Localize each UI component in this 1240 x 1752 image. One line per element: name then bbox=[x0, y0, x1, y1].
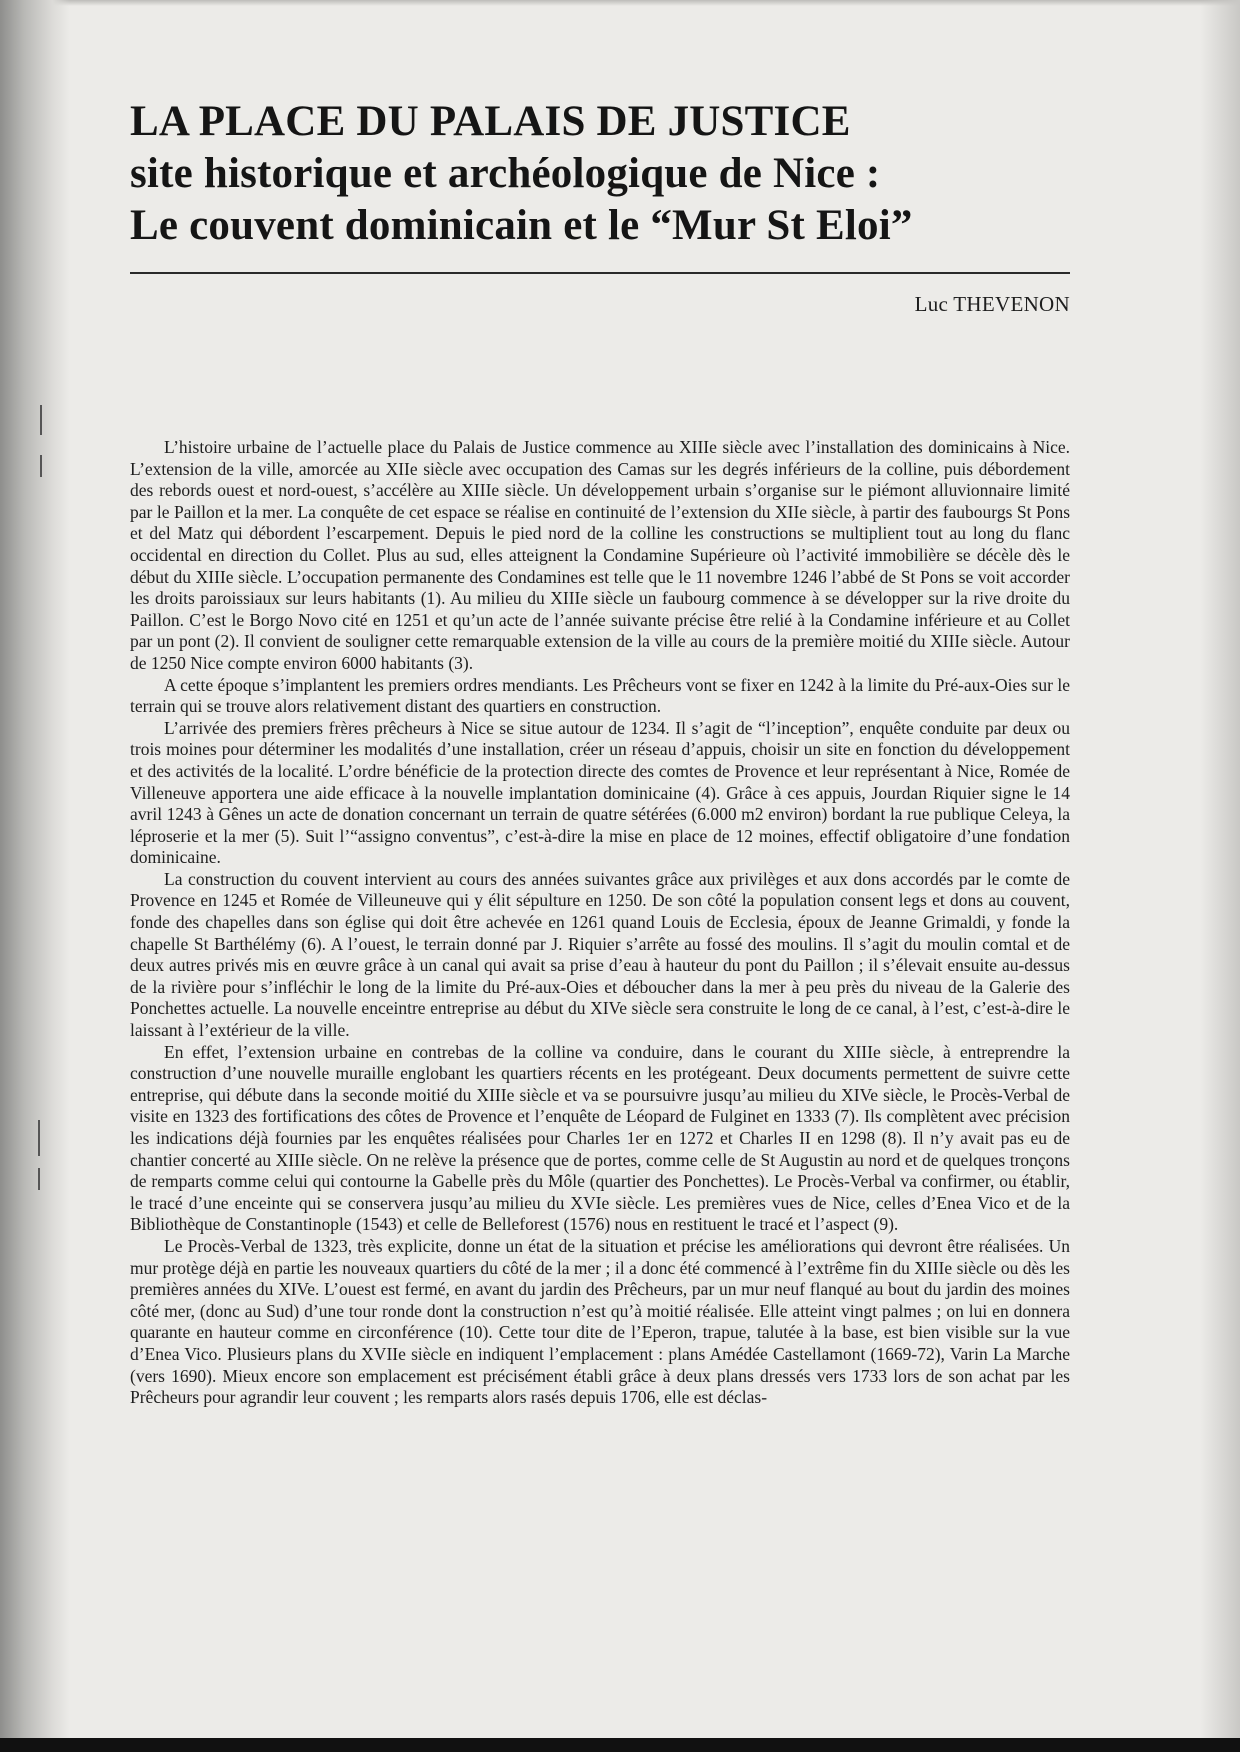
title-line-1: LA PLACE DU PALAIS DE JUSTICE bbox=[130, 98, 851, 145]
margin-mark bbox=[38, 1120, 40, 1156]
paragraph: Le Procès-Verbal de 1323, très explicite, donne un état de la situation et précise les améliorations qui devront être réalisées. Un mur protège déjà en partie les nouveaux quartiers du côté de la mer ; il a donc été commencé à l’extrême fin du XIIIe siècle ou dès les premières années du XIVe. L’ouest est fermé, en avant du jardin des Prêcheurs, par un mur neuf flanqué au bout du jardin des moines côté mer, (donc au Sud) d’une tour ronde dont la construction n’est qu’à moitié réalisée. Elle atteint vingt palmes ; on lui en donnera quarante en hauteur comme en circonférence (10). Cette tour dite de l’Eperon, trapue, talutée à la base, est bien visible sur la vue d’Enea Vico. Plusieurs plans du XVIIe siècle en indiquent l’emplacement : plans Amédée Castellamont (1669-72), Varin La Marche (vers 1690). Mieux encore son emplacement est précisément établi grâce à deux plans dressés vers 1733 lors de son achat par les Prêcheurs pour agrandir leur couvent ; les remparts alors rasés depuis 1706, elle est déclas- bbox=[130, 1235, 1070, 1408]
paragraph: En effet, l’extension urbaine en contrebas de la colline va conduire, dans le courant du XIIIe siècle, à entreprendre la construction d’une nouvelle muraille englobant les quartiers récents en les protégeant. Deux documents permettent de suivre cette entreprise, qui débute dans la seconde moitié du XIIIe siècle et va se poursuivre jusqu’au milieu du XIVe siècle, le Procès-Verbal de visite en 1323 des fortifications des côtes de Provence et l’enquête de Léopard de Fulginet en 1333 (7). Ils complètent avec précision les indications déjà fournies par les enquêtes réalisées pour Charles 1er en 1272 et Charles II en 1298 (8). Il n’y avait pas eu de chantier concerté au XIIIe siècle. On ne relève la présence que de portes, comme celle de St Augustin au nord et de quelques tronçons de remparts comme celui qui contourne la Gabelle près du Môle (quartier des Ponchettes). Le Procès-Verbal va confirmer, ou établir, le tracé d’une enceinte qui se conservera jusqu’au milieu du XVIe siècle. Les premières vues de Nice, celles d’Enea Vico et de la Bibliothèque de Constantinople (1543) et celle de Belleforest (1576) nous en restituent le tracé et l’aspect (9). bbox=[130, 1041, 1070, 1235]
title-line-2: site historique et archéologique de Nice : bbox=[130, 150, 881, 197]
title-rule bbox=[130, 272, 1070, 274]
article-body bbox=[130, 437, 1070, 1409]
title-line-3: Le couvent dominicain et le “Mur St Eloi” bbox=[130, 202, 913, 249]
paragraph: La construction du couvent intervient au cours des années suivantes grâce aux privilèges et aux dons accordés par le comte de Provence en 1245 et Romée de Villeuneuve qui y élit sépulture en 1250. De son côté la population consent legs et dons au couvent, fonde des chapelles dans son église qui doit être achevée en 1261 quand Louis de Ecclesia, époux de Jeanne Grimaldi, y fonde la chapelle St Barthélémy (6). A l’ouest, le terrain donné par J. Riquier s’arrête au fossé des moulins. Il s’agit du moulin comtal et de deux autres privés mis en œuvre grâce à un canal qui avait sa prise d’eau à hauteur du pont du Paillon ; il s’élevait ensuite au-dessus de la rivière pour s’infléchir le long de la limite du Pré-aux-Oies et déboucher dans la mer à peu près du niveau de la Galerie des Ponchettes actuelle. La nouvelle enceintre entreprise au début du XIVe siècle sera construite le long de ce canal, à l’est, c’est-à-dire le laissant à l’extérieur de la ville. bbox=[130, 868, 1070, 1041]
scan-bottom-edge bbox=[0, 1738, 1240, 1752]
article-title bbox=[130, 96, 1070, 252]
margin-mark bbox=[40, 405, 42, 435]
paragraph: L’arrivée des premiers frères prêcheurs à Nice se situe autour de 1234. Il s’agit de “l’inception”, enquête conduite par deux ou trois moines pour déterminer les modalités d’une installation, créer un réseau d’appuis, choisir un site en fonction du développement et des activités de la localité. L’ordre bénéficie de la protection directe des comtes de Provence et leur représentant à Nice, Romée de Villeneuve apportera une aide efficace à la nouvelle implantation dominicaine (4). Grâce à ces appuis, Jourdan Riquier signe le 14 avril 1243 à Gênes un acte de donation concernant un terrain de quatre sétérées (6.000 m2 environ) bordant la rue publique Celeya, la léproserie et la mer (5). Suit l’“assigno conventus”, c’est-à-dire la mise en place de 12 moines, effectif obligatoire d’une fondation dominicaine. bbox=[130, 717, 1070, 868]
author-name: Luc THEVENON bbox=[914, 292, 1070, 316]
paragraph: L’histoire urbaine de l’actuelle place du Palais de Justice commence au XIIIe siècle avec l’installation des dominicains à Nice. L’extension de la ville, amorcée au XIIe siècle avec occupation des Camas sur les degrés inférieurs de la colline, puis débordement des rebords ouest et nord-ouest, s’accélère au XIIIe siècle. Un développement urbain s’organise sur le piémont alluvionnaire limité par le Paillon et la mer. La conquête de cet espace se réalise en continuité de l’extension du XIIe siècle, à partir des faubourgs St Pons et del Matz qui débordent l’escarpement. Depuis le pied nord de la colline les constructions se multiplient tout au long du flanc occidental en direction du Collet. Plus au sud, elles atteignent la Condamine Supérieure où l’activité immobilière se décèle dès le début du XIIIe siècle. L’occupation permanente des Condamines est telle que le 11 novembre 1246 l’abbé de St Pons se voit accorder les droits paroissiaux sur leurs habitants (1). Au milieu du XIIIe siècle un faubourg commence à se développer sur la rive droite du Paillon. C’est le Borgo Novo cité en 1251 et qu’un acte de l’année suivante précise être relié à la Condamine inférieure et au Collet par un pont (2). Il convient de souligner cette remarquable extension de la ville au cours de la première moitié du XIIIe siècle. Autour de 1250 Nice compte environ 6000 habitants (3). bbox=[130, 437, 1070, 673]
scan-top-shadow bbox=[0, 0, 1240, 6]
margin-mark bbox=[38, 1168, 40, 1190]
margin-mark bbox=[40, 455, 42, 477]
paragraph: A cette époque s’implantent les premiers ordres mendiants. Les Prêcheurs vont se fixer en 1242 à la limite du Pré-aux-Oies sur le terrain qui se trouve alors relativement distant des quartiers en construction. bbox=[130, 674, 1070, 717]
article bbox=[130, 96, 1070, 1409]
scan-right-shadow bbox=[1200, 0, 1240, 1752]
scan-left-shadow bbox=[0, 0, 70, 1752]
